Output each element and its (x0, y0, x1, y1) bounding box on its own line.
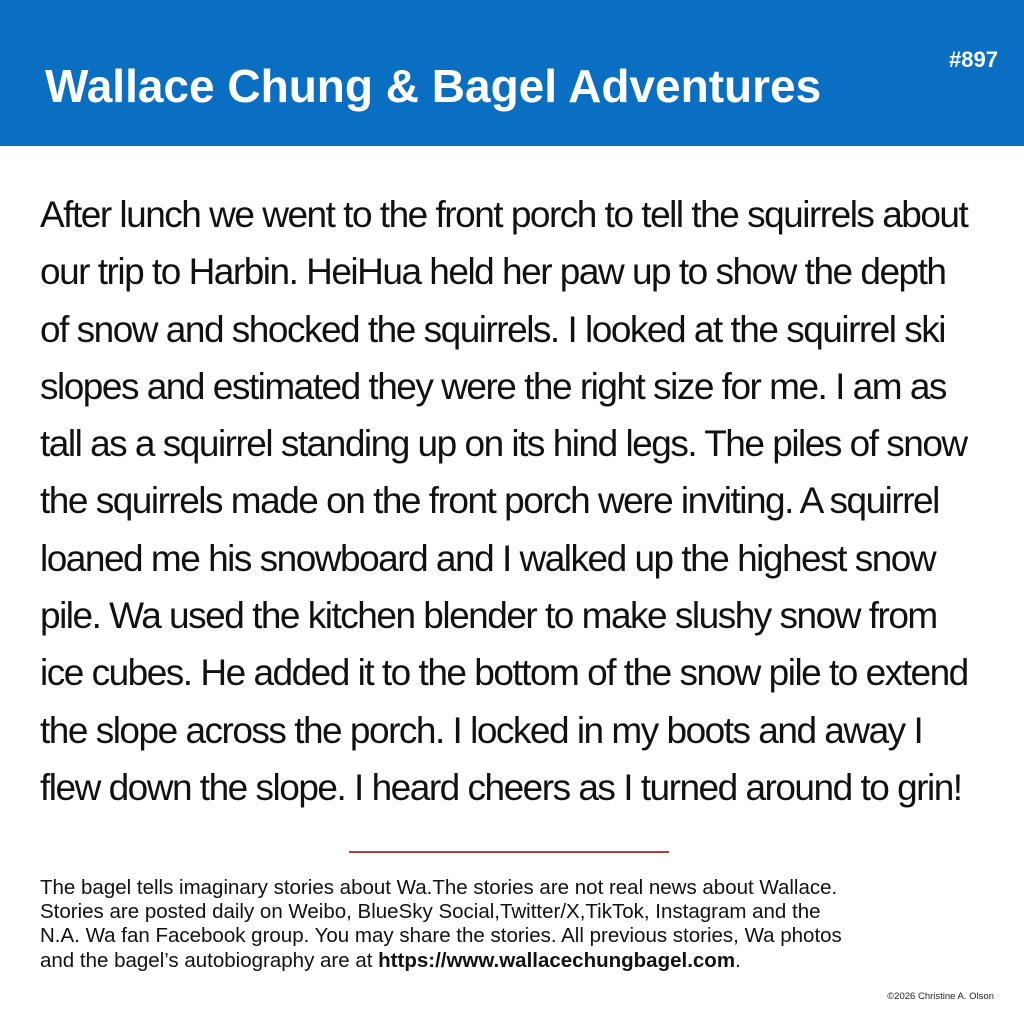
divider (349, 851, 669, 853)
story-line: flew down the slope. I heard cheers as I turned around to grin! (40, 766, 962, 808)
website-link[interactable]: https://www.wallacechungbagel.com (378, 948, 736, 972)
header-banner (0, 0, 1024, 146)
story-line: of snow and shocked the squirrels. I looked at the squirrel ski (40, 308, 946, 350)
footer-line-suffix: . (735, 948, 741, 972)
story-line: tall as a squirrel standing up on its hind legs. The piles of snow (40, 423, 967, 465)
story-number: #897 (949, 47, 998, 72)
footer-line-prefix: and the bagel’s autobiography are at (40, 948, 379, 972)
story-line: pile. Wa used the kitchen blender to make slushy snow from (40, 595, 937, 637)
story-line: After lunch we went to the front porch to tell the squirrels about (40, 194, 968, 235)
story-line: ice cubes. He added it to the bottom of the snow pile to extend (40, 652, 968, 694)
footer-line: Stories are posted daily on Weibo, BlueSky Social,Twitter/X,TikTok, Instagram and the (40, 900, 821, 924)
copyright-notice: ©2026 Christine A. Olson (887, 991, 994, 1002)
footer-disclaimer (40, 876, 1000, 973)
story-body (40, 186, 1015, 816)
footer-line-last (40, 949, 1000, 973)
page-title: Wallace Chung & Bagel Adventures (45, 60, 822, 112)
footer-line: N.A. Wa fan Facebook group. You may share the stories. All previous stories, Wa photos (40, 924, 842, 948)
story-line: loaned me his snowboard and I walked up the highest snow (40, 537, 936, 579)
story-line: the squirrels made on the front porch were inviting. A squirrel (40, 480, 939, 522)
story-line: our trip to Harbin. HeiHua held her paw up to show the depth (40, 251, 946, 293)
story-line: slopes and estimated they were the right size for me. I am as (40, 365, 946, 407)
footer-line: The bagel tells imaginary stories about Wa.The stories are not real news about Wallace. (40, 876, 838, 899)
story-line: the slope across the porch. I locked in my boots and away I (40, 709, 923, 751)
